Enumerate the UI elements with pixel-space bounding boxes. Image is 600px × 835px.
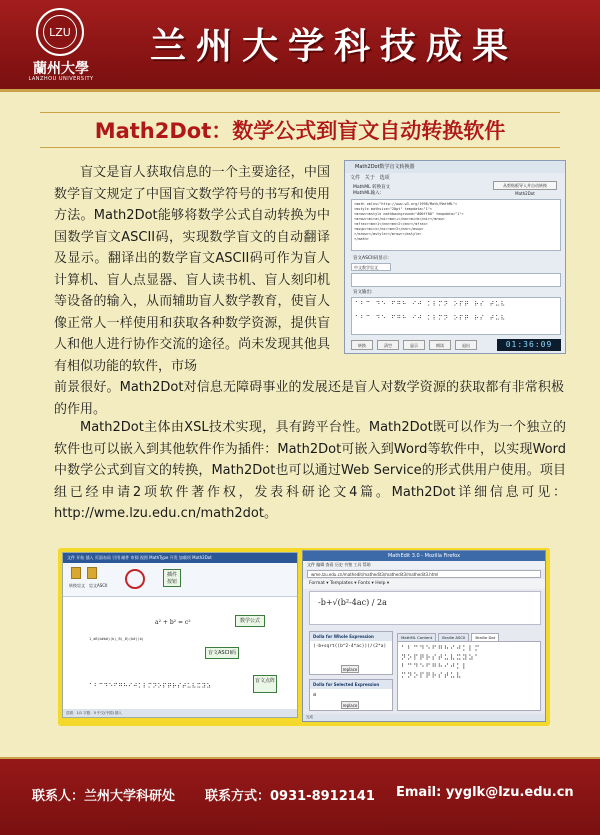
braille-callout: 盲文点阵	[253, 675, 277, 693]
app-bottom-toolbar	[351, 339, 561, 351]
mathedit-formula: -b+√(b²-4ac) / 2a	[318, 598, 387, 607]
word-ribbon	[63, 563, 297, 597]
mathedit-canvas[interactable]	[309, 591, 541, 625]
tab-braille-ascii[interactable]: Braille ASCII	[438, 633, 469, 642]
highlight-circle-icon	[125, 569, 145, 589]
firefox-statusbar: 完成	[303, 714, 545, 721]
firefox-menubar: 文件 编辑 查看 历史 书签 工具 帮助	[303, 561, 545, 569]
ascii-callout: 盲文ASCII码	[205, 647, 239, 659]
update-button[interactable]: replace	[342, 703, 358, 708]
footer-phone: 联系方式：0931-8912141	[205, 789, 375, 804]
plugin-button-callout: 插件按钮	[163, 569, 181, 587]
footer-banner	[0, 757, 600, 835]
app-titlebar: Math2Dot数学盲文转换器	[345, 161, 565, 173]
subtitle-bar	[40, 112, 560, 148]
word-ascii-line: 1_aB(b#b#)(b)_B(_B)(b#)(b)	[89, 637, 144, 641]
tab-mathml-content[interactable]: MathML Content	[397, 633, 436, 642]
seal-inner-icon: LZU	[43, 15, 77, 49]
braille-output-label: 盲文输出:	[353, 290, 373, 295]
ascii-select[interactable]: 中文数学盲文	[351, 263, 391, 271]
word-formula: a² + b² = c²	[155, 619, 191, 626]
whole-expression-code[interactable]: (-b+sqrt((b^2-4*ac)))/(2*a)	[313, 644, 387, 649]
menu-item-file[interactable]: 文件	[350, 175, 361, 181]
subtitle: Math2Dot：数学公式到盲文自动转换软件	[94, 119, 506, 143]
read-aloud-button[interactable]: 朗读	[429, 340, 451, 350]
word-document-page	[85, 603, 281, 711]
university-seal-icon	[36, 8, 84, 56]
ribbon-label-ascii: 盲文ASCII	[89, 583, 108, 588]
braille-output-area	[351, 297, 561, 335]
formula-callout: 数学公式	[235, 615, 265, 627]
header-banner	[0, 0, 600, 92]
selected-expression-title: Dolla for Selected Expression	[310, 680, 392, 689]
firefox-mathedit-screenshot	[302, 550, 546, 722]
update-button[interactable]: replace	[342, 667, 358, 672]
braille-line-1: ⠁⠃⠉ ⠙⠑ ⠋⠛⠓ ⠊⠚ ⠅⠇⠍⠝ ⠕⠏⠟ ⠗⠎ ⠞⠥⠧	[355, 301, 506, 308]
menu-item-options[interactable]: 选项	[379, 175, 390, 181]
selected-expression-code[interactable]: a	[313, 692, 317, 698]
mathml-code: <math xmlns="http://www.w3.org/1998/Math/MathML"> <mstyle mathsize="20pt" tempdata="1"> <mrow><mstyle mathbackground="#00ff00" tempdata="1"> <mrow><mi>a</mi><mo>+</mo><mi>b</mi></mrow> <mfrac><mn>1</mn><mn>2</mn></mfrac> <msup><mi>x</mi><mn>2</mn></msup> </mrow></mstyle></mrow></mstyle> </math>	[354, 202, 464, 241]
math2dot-app-screenshot	[344, 160, 566, 354]
menu-item-about[interactable]: 关于	[364, 175, 375, 181]
digital-clock: 01:36:09	[497, 339, 561, 351]
mathml-input-label: MathML 转换盲文 MathML输入:	[353, 185, 391, 196]
ascii-output-area	[351, 273, 561, 287]
word-ribbon-tabs: 文件 开始 插入 页面布局 引用 邮件 审阅 视图 MathType 开发 加载项 Math2Dot	[63, 553, 297, 563]
import-clipboard-button[interactable]: 从剪贴板导入并自动转换Math2Dot	[493, 181, 557, 190]
document-icon[interactable]	[87, 567, 97, 579]
mathml-input-area[interactable]	[351, 199, 561, 251]
mathedit-toolbar: Format ▾ Templates ▾ Fonts ▾ Help ▾	[303, 579, 545, 589]
page-title: 兰州大学科技成果	[150, 26, 519, 67]
convert-button[interactable]: 转换	[351, 340, 373, 350]
paragraph-intro: 盲文是盲人获取信息的一个主要途径，中国数学盲文规定了中国盲文数学符号的书写和使用方法。Math2Dot能够将数学公式自动转换为中国数学盲文ASCII码，实现数学盲文的自动翻译及显示。翻译出的数学盲文ASCII码可作为盲人计算机、盲人点显器、盲人读书机、盲人刻印机等设备的输入，从而辅助盲人数学教育，使盲人像正常人一样使用和获取各种数学资源，提供盲人和他人进行协作交流的途径。尚未发现其他具有相似功能的软件，市场	[54, 165, 330, 374]
ribbon-label-convert: 转换盲文	[69, 583, 85, 588]
exit-button[interactable]: 退出	[455, 340, 477, 350]
screenshots-panel	[58, 548, 550, 726]
university-logo-text: 蘭州大學	[33, 61, 89, 77]
footer-contact: 联系人：兰州大学科研处	[32, 789, 176, 804]
braille-line-2: ⠁⠃⠉ ⠙⠑ ⠋⠛⠓ ⠊⠚ ⠅⠇⠍⠝ ⠕⠏⠟ ⠗⠎ ⠞⠥⠧	[355, 315, 506, 322]
word-plugin-screenshot	[62, 552, 298, 718]
whole-expression-title: Dolla for Whole Expression	[310, 632, 392, 641]
word-statusbar: 页面：1/1 字数：0 中文(中国) 插入	[63, 709, 297, 717]
tab-braille-dot[interactable]: Braille Dot	[471, 633, 499, 642]
firefox-titlebar: MathEdit 3.0 - Mozilla Firefox	[303, 551, 545, 561]
university-logo-subtext: LANZHOU UNIVERSITY	[28, 76, 94, 82]
braille-dot-output: ⠁⠃⠉⠙⠑⠋⠛⠓⠊⠚⠅⠇⠍ ⠝⠕⠏⠟⠗⠎⠞⠥⠧⠭⠽⠵⠁ ⠃⠉⠙⠑⠋⠛⠓⠊⠚⠅⠇ ⠍⠝⠕⠏⠟⠗⠎⠞⠥⠧	[397, 641, 541, 711]
document-icon[interactable]	[71, 567, 81, 579]
clear-button[interactable]: 清空	[377, 340, 399, 350]
firefox-url-bar[interactable]: wme.lzu.edu.cn/mathedit/mathedit3/mathedit3/mathedit3.html	[307, 570, 541, 578]
word-braille-line: ⠁⠃⠉⠙⠑⠋⠛⠓⠊⠚⠅⠇⠍⠝⠕⠏⠟⠗⠎⠞⠥⠧⠭⠽⠵	[89, 683, 212, 690]
ascii-label: 盲文ASCII码显示:	[353, 256, 389, 261]
paragraph-implementation: Math2Dot主体由XSL技术实现，具有跨平台性。Math2Dot既可以作为一个独立的软件也可以嵌入到其他软件作为插件：Math2Dot可嵌入到Word等软件中，以实现Word中数学公式到盲文的转换，Math2Dot也可以通过Web Service的形式供用户使用。项目组已经申请2项软件著作权，发表科研论文4篇。Math2Dot详细信息可见：http://wme.lzu.edu.cn/math2dot。	[54, 420, 566, 521]
paragraph-intro-continued: 前景很好。Math2Dot对信息无障碍事业的发展还是盲人对数学资源的获取都有非常积极的作用。	[54, 380, 564, 417]
display-button[interactable]: 显示	[403, 340, 425, 350]
footer-email[interactable]: Email: yyglk@lzu.edu.cn	[396, 785, 574, 800]
